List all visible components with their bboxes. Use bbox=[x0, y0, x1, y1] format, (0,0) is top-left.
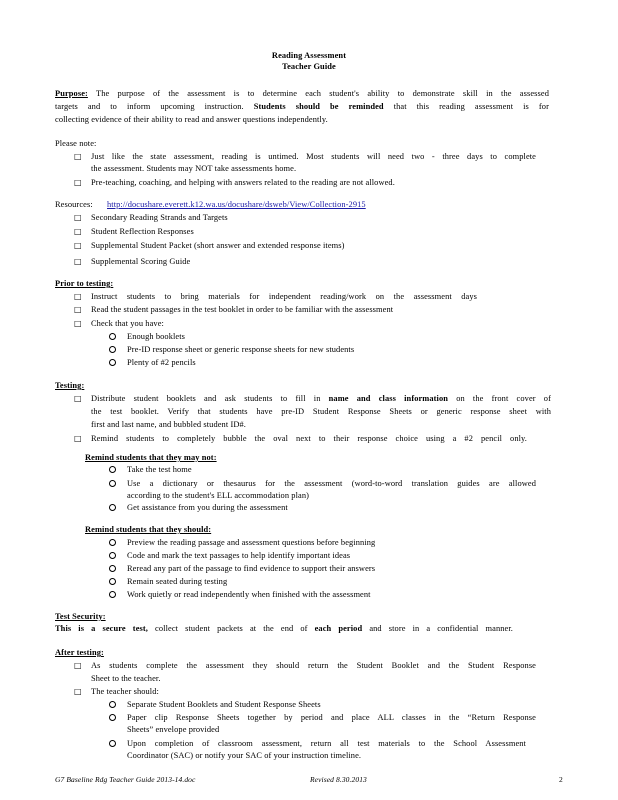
after-item-2: The teacher should: bbox=[91, 687, 159, 696]
after-subitem: Upon completion of classroom assessment, return all test materials to the School Assessment bbox=[127, 739, 526, 748]
bullet-circle-icon bbox=[109, 591, 116, 598]
security-text: This is a secure test, collect student packets at the end of each period and store in a confidential manner. bbox=[55, 624, 513, 633]
after-item-1-cont: Sheet to the teacher. bbox=[91, 674, 161, 683]
resource-item: Student Reflection Responses bbox=[91, 227, 194, 236]
bullet-square-icon: □ bbox=[74, 292, 82, 301]
should-item: Reread any part of the passage to find evidence to support their answers bbox=[127, 564, 376, 573]
after-subitem-cont: Coordinator (SAC) or notify your SAC of your instruction timeline. bbox=[127, 751, 362, 760]
bullet-circle-icon bbox=[109, 714, 116, 721]
bullet-circle-icon bbox=[109, 539, 116, 546]
bullet-square-icon: □ bbox=[74, 257, 82, 266]
purpose-line-1: Purpose: The purpose of the assessment is to determine each student's ability to demonstrate skill in the assessed bbox=[55, 89, 549, 98]
after-subitem: Paper clip Response Sheets together by period and place ALL classes in the “Return Response bbox=[127, 713, 536, 722]
bullet-circle-icon bbox=[109, 466, 116, 473]
prior-item: Check that you have: bbox=[91, 319, 164, 328]
security-heading: Test Security: bbox=[55, 612, 106, 621]
may-not-item: Take the test home bbox=[127, 465, 192, 474]
should-item: Work quietly or read independently when finished with the assessment bbox=[127, 590, 371, 599]
footer-filename: G7 Baseline Rdg Teacher Guide 2013-14.doc bbox=[55, 775, 196, 784]
testing-item-1-cont: first and last name, and bubbled student ID#. bbox=[91, 420, 246, 429]
prior-subitem: Enough booklets bbox=[127, 332, 186, 341]
bullet-square-icon: □ bbox=[74, 241, 82, 250]
prior-item: Instruct students to bring materials for independent reading/work on the assessment days bbox=[91, 292, 477, 301]
testing-item-2: Remind students to completely bubble the oval next to their response choice using a #2 pencil only. bbox=[91, 434, 527, 443]
bullet-circle-icon bbox=[109, 359, 116, 366]
purpose-line-3: collecting evidence of their ability to read and answer questions independently. bbox=[55, 115, 328, 124]
after-heading: After testing: bbox=[55, 648, 104, 657]
testing-heading: Testing: bbox=[55, 381, 85, 390]
prior-subitem: Plenty of #2 pencils bbox=[127, 358, 196, 367]
after-subitem-cont: Sheets” envelope provided bbox=[127, 725, 220, 734]
prior-item: Read the student passages in the test booklet in order to be familiar with the assessment bbox=[91, 305, 394, 314]
resources-label: Resources: bbox=[55, 200, 93, 209]
please-note-item: Pre-teaching, coaching, and helping with answers related to the reading are not allowed. bbox=[91, 178, 395, 187]
bullet-square-icon: □ bbox=[74, 227, 82, 236]
bullet-circle-icon bbox=[109, 740, 116, 747]
please-note-label: Please note: bbox=[55, 139, 97, 148]
bullet-square-icon: □ bbox=[74, 305, 82, 314]
bullet-circle-icon bbox=[109, 701, 116, 708]
prior-subitem: Pre-ID response sheet or generic response sheets for new students bbox=[127, 345, 355, 354]
bullet-square-icon: □ bbox=[74, 687, 82, 696]
page-number: 2 bbox=[559, 775, 563, 784]
bullet-circle-icon bbox=[109, 578, 116, 585]
resources-link[interactable]: http://docushare.everett.k12.wa.us/docushare/dsweb/View/Collection-2915 bbox=[107, 200, 366, 209]
bullet-circle-icon bbox=[109, 552, 116, 559]
bullet-square-icon: □ bbox=[74, 661, 82, 670]
may-not-item: Get assistance from you during the assessment bbox=[127, 503, 288, 512]
may-not-heading: Remind students that they may not: bbox=[85, 453, 217, 462]
please-note-item: Just like the state assessment, reading is untimed. Most students will need two - three days to complete bbox=[91, 152, 536, 161]
prior-heading: Prior to testing: bbox=[55, 279, 114, 288]
please-note-item-cont: the assessment. Students may NOT take assessments home. bbox=[91, 164, 297, 173]
purpose-label: Purpose: bbox=[55, 89, 88, 98]
bullet-circle-icon bbox=[109, 565, 116, 572]
may-not-item-cont: according to the student's ELL accommodation plan) bbox=[127, 491, 310, 500]
testing-item-1-cont: the test booklet. Verify that students have pre-ID Student Response Sheets or generic response sheet with bbox=[91, 407, 551, 416]
bullet-square-icon: □ bbox=[74, 394, 82, 403]
bullet-circle-icon bbox=[109, 504, 116, 511]
bullet-square-icon: □ bbox=[74, 319, 82, 328]
bullet-circle-icon bbox=[109, 480, 116, 487]
bullet-square-icon: □ bbox=[74, 213, 82, 222]
after-item-1: As students complete the assessment they should return the Student Booklet and the Student Response bbox=[91, 661, 536, 670]
bullet-circle-icon bbox=[109, 346, 116, 353]
bullet-circle-icon bbox=[109, 333, 116, 340]
bullet-square-icon: □ bbox=[74, 152, 82, 161]
should-item: Preview the reading passage and assessment questions before beginning bbox=[127, 538, 376, 547]
resource-item: Supplemental Student Packet (short answer and extended response items) bbox=[91, 241, 345, 250]
may-not-item: Use a dictionary or thesaurus for the assessment (word-to-word translation guides are allowed bbox=[127, 479, 536, 488]
should-item: Remain seated during testing bbox=[127, 577, 228, 586]
should-item: Code and mark the text passages to help identify important ideas bbox=[127, 551, 351, 560]
should-heading: Remind students that they should: bbox=[85, 525, 212, 534]
footer-revised: Revised 8.30.2013 bbox=[310, 775, 367, 784]
after-subitem: Separate Student Booklets and Student Response Sheets bbox=[127, 700, 321, 709]
bullet-square-icon: □ bbox=[74, 434, 82, 443]
resource-item: Supplemental Scoring Guide bbox=[91, 257, 191, 266]
testing-item-1: Distribute student booklets and ask students to fill in name and class information on the front cover of bbox=[91, 394, 551, 403]
doc-title: Reading Assessment bbox=[271, 51, 347, 60]
purpose-line-2: targets and to inform upcoming instruction. Students should be reminded that this reading assessment is for bbox=[55, 102, 549, 111]
resource-item: Secondary Reading Strands and Targets bbox=[91, 213, 228, 222]
doc-subtitle: Teacher Guide bbox=[282, 62, 336, 71]
bullet-square-icon: □ bbox=[74, 178, 82, 187]
